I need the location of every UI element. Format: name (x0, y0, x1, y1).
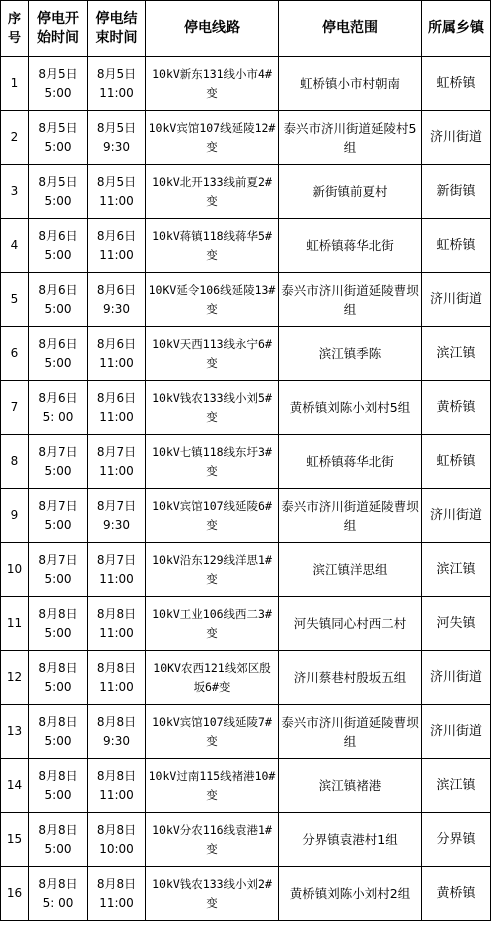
header-row (1, 1, 491, 57)
cell-town: 济川街道 (422, 111, 491, 165)
cell-town: 黄桥镇 (422, 867, 491, 921)
cell-start-time: 8月8日 5:00 (29, 813, 88, 867)
table-row (1, 759, 491, 813)
cell-area: 河失镇同心村西二村 (279, 597, 422, 651)
cell-end-time: 8月5日 9:30 (88, 111, 146, 165)
cell-route: 10kV过南115线褚港10#变 (146, 759, 279, 813)
cell-area: 虹桥镇小市村朝南 (279, 57, 422, 111)
header-route: 停电线路 (146, 1, 279, 57)
cell-area: 黄桥镇刘陈小刘村2组 (279, 867, 422, 921)
cell-town: 新街镇 (422, 165, 491, 219)
table-row (1, 381, 491, 435)
header-town: 所属乡镇 (422, 1, 491, 57)
cell-route: 10kV沿东129线洋思1#变 (146, 543, 279, 597)
cell-town: 虹桥镇 (422, 435, 491, 489)
table-row (1, 327, 491, 381)
cell-route: 10kV北开133线前夏2#变 (146, 165, 279, 219)
cell-start-time: 8月8日 5:00 (29, 597, 88, 651)
cell-town: 济川街道 (422, 705, 491, 759)
cell-start-time: 8月8日 5:00 (29, 651, 88, 705)
cell-area: 虹桥镇蒋华北街 (279, 435, 422, 489)
cell-start-time: 8月6日 5:00 (29, 273, 88, 327)
cell-end-time: 8月8日 11:00 (88, 651, 146, 705)
cell-end-time: 8月8日 11:00 (88, 867, 146, 921)
cell-start-time: 8月7日 5:00 (29, 489, 88, 543)
cell-route: 10kV宾馆107线延陵7#变 (146, 705, 279, 759)
cell-no: 6 (1, 327, 29, 381)
cell-town: 滨江镇 (422, 759, 491, 813)
cell-town: 虹桥镇 (422, 57, 491, 111)
cell-route: 10KV农西121线郊区殷坂6#变 (146, 651, 279, 705)
cell-end-time: 8月8日 11:00 (88, 759, 146, 813)
cell-town: 虹桥镇 (422, 219, 491, 273)
cell-area: 滨江镇褚港 (279, 759, 422, 813)
table-row (1, 651, 491, 705)
cell-route: 10kV蒋镇118线蒋华5#变 (146, 219, 279, 273)
cell-start-time: 8月8日 5:00 (29, 705, 88, 759)
cell-start-time: 8月6日 5: 00 (29, 381, 88, 435)
cell-start-time: 8月6日 5:00 (29, 327, 88, 381)
cell-area: 济川蔡巷村殷坂五组 (279, 651, 422, 705)
cell-route: 10kV工业106线西二3#变 (146, 597, 279, 651)
cell-area: 泰兴市济川街道延陵曹坝组 (279, 273, 422, 327)
cell-end-time: 8月5日 11:00 (88, 165, 146, 219)
cell-no: 7 (1, 381, 29, 435)
cell-no: 4 (1, 219, 29, 273)
cell-start-time: 8月6日 5:00 (29, 219, 88, 273)
cell-start-time: 8月7日 5:00 (29, 543, 88, 597)
cell-end-time: 8月5日 11:00 (88, 57, 146, 111)
cell-no: 15 (1, 813, 29, 867)
table-row (1, 813, 491, 867)
cell-end-time: 8月8日 11:00 (88, 597, 146, 651)
cell-area: 虹桥镇蒋华北街 (279, 219, 422, 273)
cell-end-time: 8月6日 11:00 (88, 219, 146, 273)
cell-end-time: 8月8日 10:00 (88, 813, 146, 867)
cell-route: 10KV延令106线延陵13#变 (146, 273, 279, 327)
cell-no: 8 (1, 435, 29, 489)
table-row (1, 273, 491, 327)
cell-area: 黄桥镇刘陈小刘村5组 (279, 381, 422, 435)
table-row (1, 705, 491, 759)
cell-end-time: 8月6日 11:00 (88, 381, 146, 435)
cell-no: 16 (1, 867, 29, 921)
cell-no: 9 (1, 489, 29, 543)
cell-area: 分界镇袁港村1组 (279, 813, 422, 867)
cell-no: 3 (1, 165, 29, 219)
cell-start-time: 8月5日 5:00 (29, 57, 88, 111)
cell-no: 1 (1, 57, 29, 111)
cell-town: 济川街道 (422, 489, 491, 543)
cell-route: 10kV宾馆107线延陵6#变 (146, 489, 279, 543)
cell-no: 12 (1, 651, 29, 705)
header-start-time: 停电开始时间 (29, 1, 88, 57)
table-row (1, 111, 491, 165)
cell-town: 河失镇 (422, 597, 491, 651)
header-no: 序号 (1, 1, 29, 57)
table-row (1, 165, 491, 219)
cell-end-time: 8月7日 11:00 (88, 435, 146, 489)
cell-end-time: 8月6日 9:30 (88, 273, 146, 327)
cell-route: 10kV钱农133线小刘5#变 (146, 381, 279, 435)
cell-no: 11 (1, 597, 29, 651)
header-area: 停电范围 (279, 1, 422, 57)
header-end-time: 停电结束时间 (88, 1, 146, 57)
cell-end-time: 8月7日 11:00 (88, 543, 146, 597)
cell-route: 10kV新东131线小市4#变 (146, 57, 279, 111)
cell-end-time: 8月7日 9:30 (88, 489, 146, 543)
cell-area: 泰兴市济川街道延陵村5组 (279, 111, 422, 165)
cell-town: 分界镇 (422, 813, 491, 867)
cell-end-time: 8月6日 11:00 (88, 327, 146, 381)
cell-town: 济川街道 (422, 651, 491, 705)
cell-route: 10kV天西113线永宁6#变 (146, 327, 279, 381)
cell-start-time: 8月5日 5:00 (29, 111, 88, 165)
cell-start-time: 8月7日 5:00 (29, 435, 88, 489)
cell-no: 2 (1, 111, 29, 165)
table-row (1, 597, 491, 651)
cell-no: 14 (1, 759, 29, 813)
cell-area: 滨江镇季陈 (279, 327, 422, 381)
cell-start-time: 8月8日 5:00 (29, 759, 88, 813)
cell-route: 10kV钱农133线小刘2#变 (146, 867, 279, 921)
cell-town: 滨江镇 (422, 543, 491, 597)
table-row (1, 489, 491, 543)
table-row (1, 435, 491, 489)
cell-route: 10kV分农116线袁港1#变 (146, 813, 279, 867)
cell-no: 5 (1, 273, 29, 327)
cell-town: 滨江镇 (422, 327, 491, 381)
cell-route: 10kV七镇118线东圩3#变 (146, 435, 279, 489)
cell-no: 13 (1, 705, 29, 759)
cell-town: 黄桥镇 (422, 381, 491, 435)
cell-route: 10kV宾馆107线延陵12#变 (146, 111, 279, 165)
cell-end-time: 8月8日 9:30 (88, 705, 146, 759)
table-row (1, 543, 491, 597)
cell-area: 泰兴市济川街道延陵曹坝组 (279, 489, 422, 543)
cell-area: 泰兴市济川街道延陵曹坝组 (279, 705, 422, 759)
table-row (1, 867, 491, 921)
cell-area: 滨江镇洋思组 (279, 543, 422, 597)
cell-start-time: 8月8日 5: 00 (29, 867, 88, 921)
cell-no: 10 (1, 543, 29, 597)
cell-area: 新街镇前夏村 (279, 165, 422, 219)
table-row (1, 219, 491, 273)
cell-town: 济川街道 (422, 273, 491, 327)
table-body (1, 57, 491, 921)
cell-start-time: 8月5日 5:00 (29, 165, 88, 219)
table-row (1, 57, 491, 111)
